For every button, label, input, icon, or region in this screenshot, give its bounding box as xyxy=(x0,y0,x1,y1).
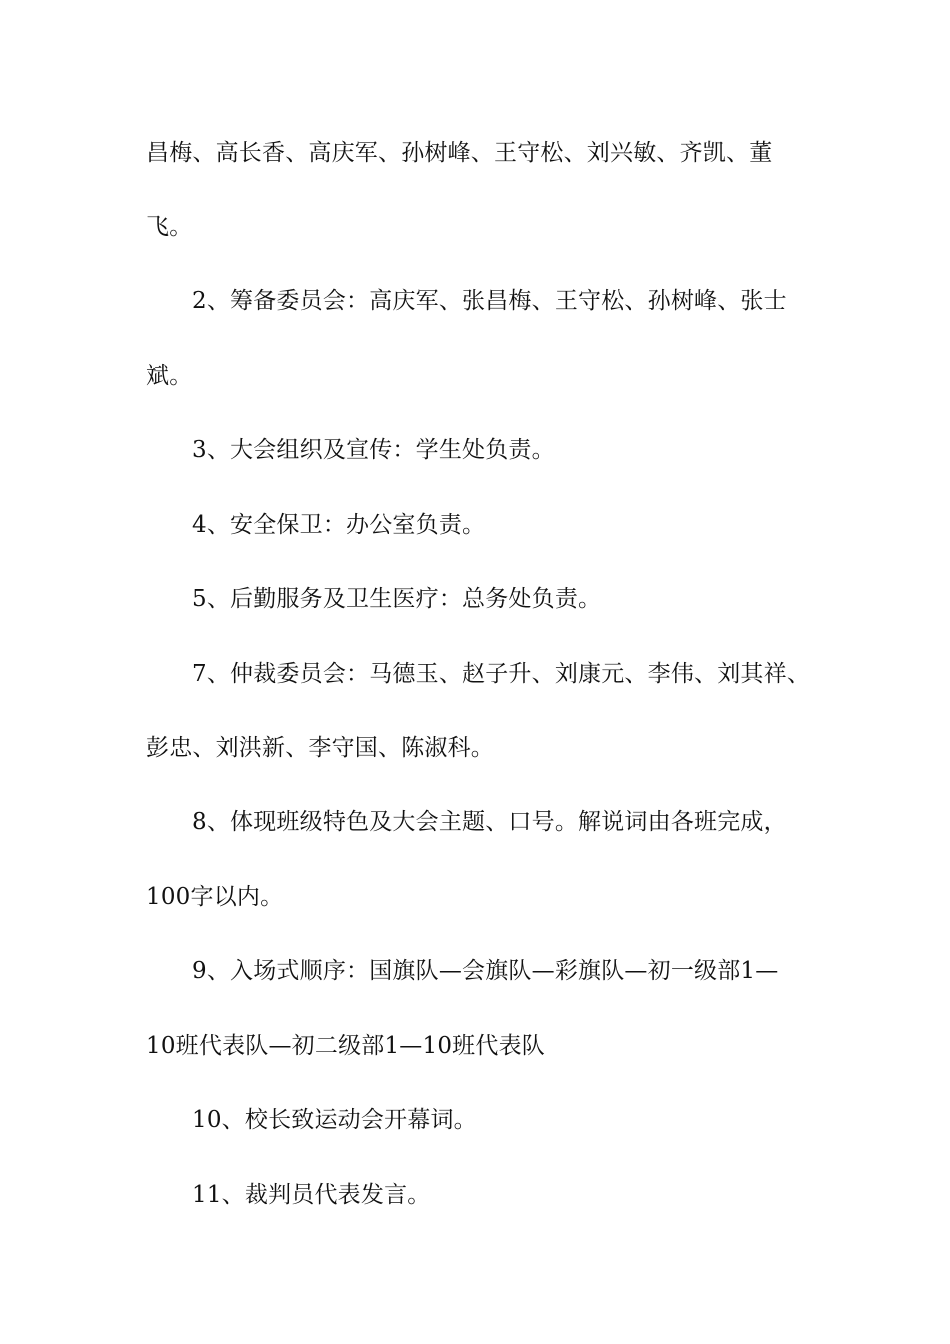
text-line-14: 10、校长致运动会开幕词。 xyxy=(192,1107,477,1133)
text-line-7: 5、后勤服务及卫生医疗：总务处负责。 xyxy=(192,586,602,612)
text-line-3: 2、筹备委员会：高庆军、张昌梅、王守松、孙树峰、张士 xyxy=(192,288,787,314)
text-line-9: 彭忠、刘洪新、李守国、陈淑科。 xyxy=(146,735,494,761)
text-line-4: 斌。 xyxy=(146,363,193,389)
text-line-5: 3、大会组织及宣传：学生处负责。 xyxy=(192,437,555,463)
text-line-2: 飞。 xyxy=(146,214,193,240)
text-line-11: 100字以内。 xyxy=(146,884,284,910)
text-line-12: 9、入场式顺序：国旗队—会旗队—彩旗队—初一级部1— xyxy=(192,958,779,984)
text-line-1: 昌梅、高长香、高庆军、孙树峰、王守松、刘兴敏、齐凯、董 xyxy=(146,140,773,166)
text-line-13: 10班代表队—初二级部1—10班代表队 xyxy=(146,1033,545,1059)
text-line-6: 4、安全保卫：办公室负责。 xyxy=(192,512,486,538)
text-line-8: 7、仲裁委员会：马德玉、赵子升、刘康元、李伟、刘其祥、 xyxy=(192,661,811,687)
text-line-10: 8、体现班级特色及大会主题、口号。解说词由各班完成， xyxy=(192,809,787,835)
text-line-15: 11、裁判员代表发言。 xyxy=(192,1182,431,1208)
